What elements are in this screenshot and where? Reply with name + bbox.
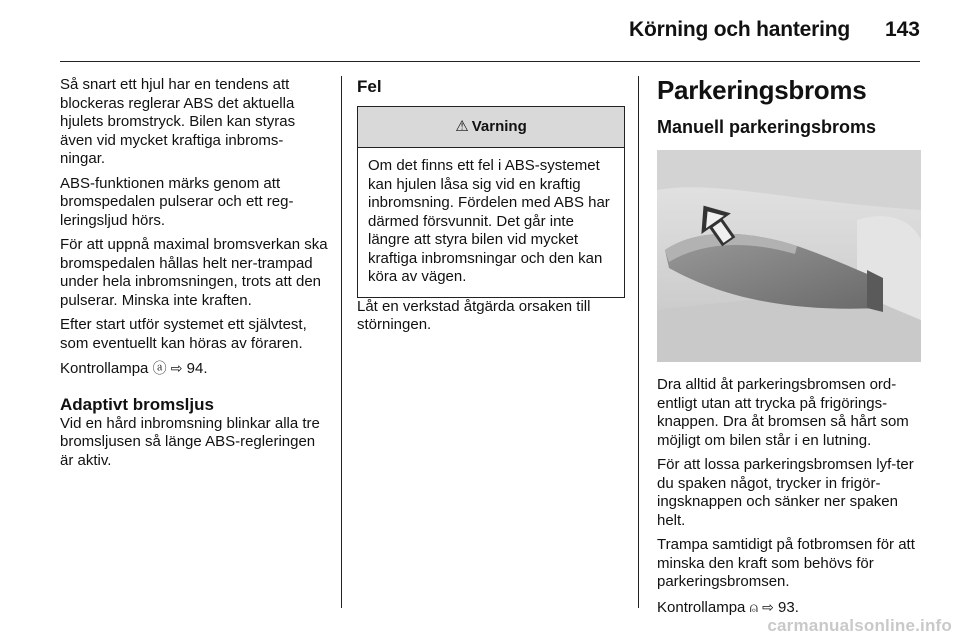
column-left xyxy=(60,76,328,476)
column-right xyxy=(657,76,925,623)
abs-paragraph-4: Efter start utför systemet ett självtest, som eventuellt kan höras av föraren. xyxy=(60,316,307,352)
adaptive-brakelight-text: Vid en hård inbromsning blinkar alla tre bromsljusen så länge ABS-regleringen är aktiv. xyxy=(60,414,320,469)
page-reference-link[interactable]: 94. xyxy=(186,360,208,377)
page-number: 143 xyxy=(884,18,920,41)
control-lamp-abs xyxy=(60,359,328,379)
warning-triangle-icon: ⚠ xyxy=(455,117,469,135)
control-lamp-label: Kontrollampa xyxy=(657,598,746,616)
subsection-title-manual-parking-brake: Manuell parkeringsbroms xyxy=(657,117,877,137)
control-lamp-label: Kontrollampa xyxy=(60,360,149,377)
section-heading-adaptive-brakelight: Adaptivt bromsljus xyxy=(60,394,214,414)
parking-brake-illustration xyxy=(657,150,921,362)
parking-brake-paragraph-2: För att lossa parkeringsbromsen lyf-ter du spaken något, trycker in frigör-ingsknappen och sänker ner spaken helt. xyxy=(657,456,914,529)
warning-title: Varning xyxy=(471,117,527,135)
page-header xyxy=(0,0,960,62)
warning-box xyxy=(357,106,625,298)
parking-brake-drawing xyxy=(657,150,921,362)
parking-brake-lamp-icon: ⍝ xyxy=(749,598,758,615)
section-heading-fault: Fel xyxy=(357,77,382,96)
parking-brake-paragraph-3: Trampa samtidigt på fotbromsen för att minska den kraft som behövs för parkeringsbromsen. xyxy=(657,536,915,590)
page-reference-icon[interactable]: ⇨ xyxy=(170,360,183,376)
page-title: Körning och hantering xyxy=(629,18,850,41)
page-reference-link[interactable]: 93. xyxy=(778,598,799,616)
section-title-parking-brake: Parkeringsbroms xyxy=(657,75,867,105)
abs-lamp-icon: ⓐ xyxy=(152,360,167,376)
column-divider-1 xyxy=(341,76,342,608)
page-reference-icon[interactable]: ⇨ xyxy=(762,598,774,615)
workshop-instruction: Låt en verkstad åtgärda orsaken till störningen. xyxy=(357,297,591,333)
control-lamp-parking-brake xyxy=(657,598,925,618)
watermark: carmanualsonline.info xyxy=(767,616,952,635)
parking-brake-paragraph-1: Dra alltid åt parkeringsbromsen ord-entligt utan att trycka på frigörings-knappen. Dra åt bromsen så hårt som möjligt om bilen står i en lutning. xyxy=(657,376,909,449)
column-divider-2 xyxy=(638,76,639,608)
header-divider xyxy=(60,61,920,62)
abs-paragraph-2: ABS-funktionen märks genom att bromspedalen pulserar och ett reg-leringsljud hörs. xyxy=(60,174,294,229)
warning-header xyxy=(358,107,624,148)
abs-paragraph-3: För att uppnå maximal bromsverkan ska bromspedalen hållas helt ner-trampad under hela inbromsningen, trots att den pulserar. Minska inte kraften. xyxy=(60,236,328,309)
column-middle xyxy=(357,76,625,341)
warning-text: Om det finns ett fel i ABS-systemet kan hjulen låsa sig vid en kraftig inbromsning. Fördelen med ABS har därmed försvunnit. Det går inte längre att styra bilen vid mycket kraftiga inbromsningar och den kan köra av vägen. xyxy=(368,157,610,285)
abs-paragraph-1: Så snart ett hjul har en tendens att blockeras reglerar ABS det aktuella hjulets bromstryck. Bilen kan styras även vid mycket kraftiga inbroms-ningar. xyxy=(60,76,296,167)
